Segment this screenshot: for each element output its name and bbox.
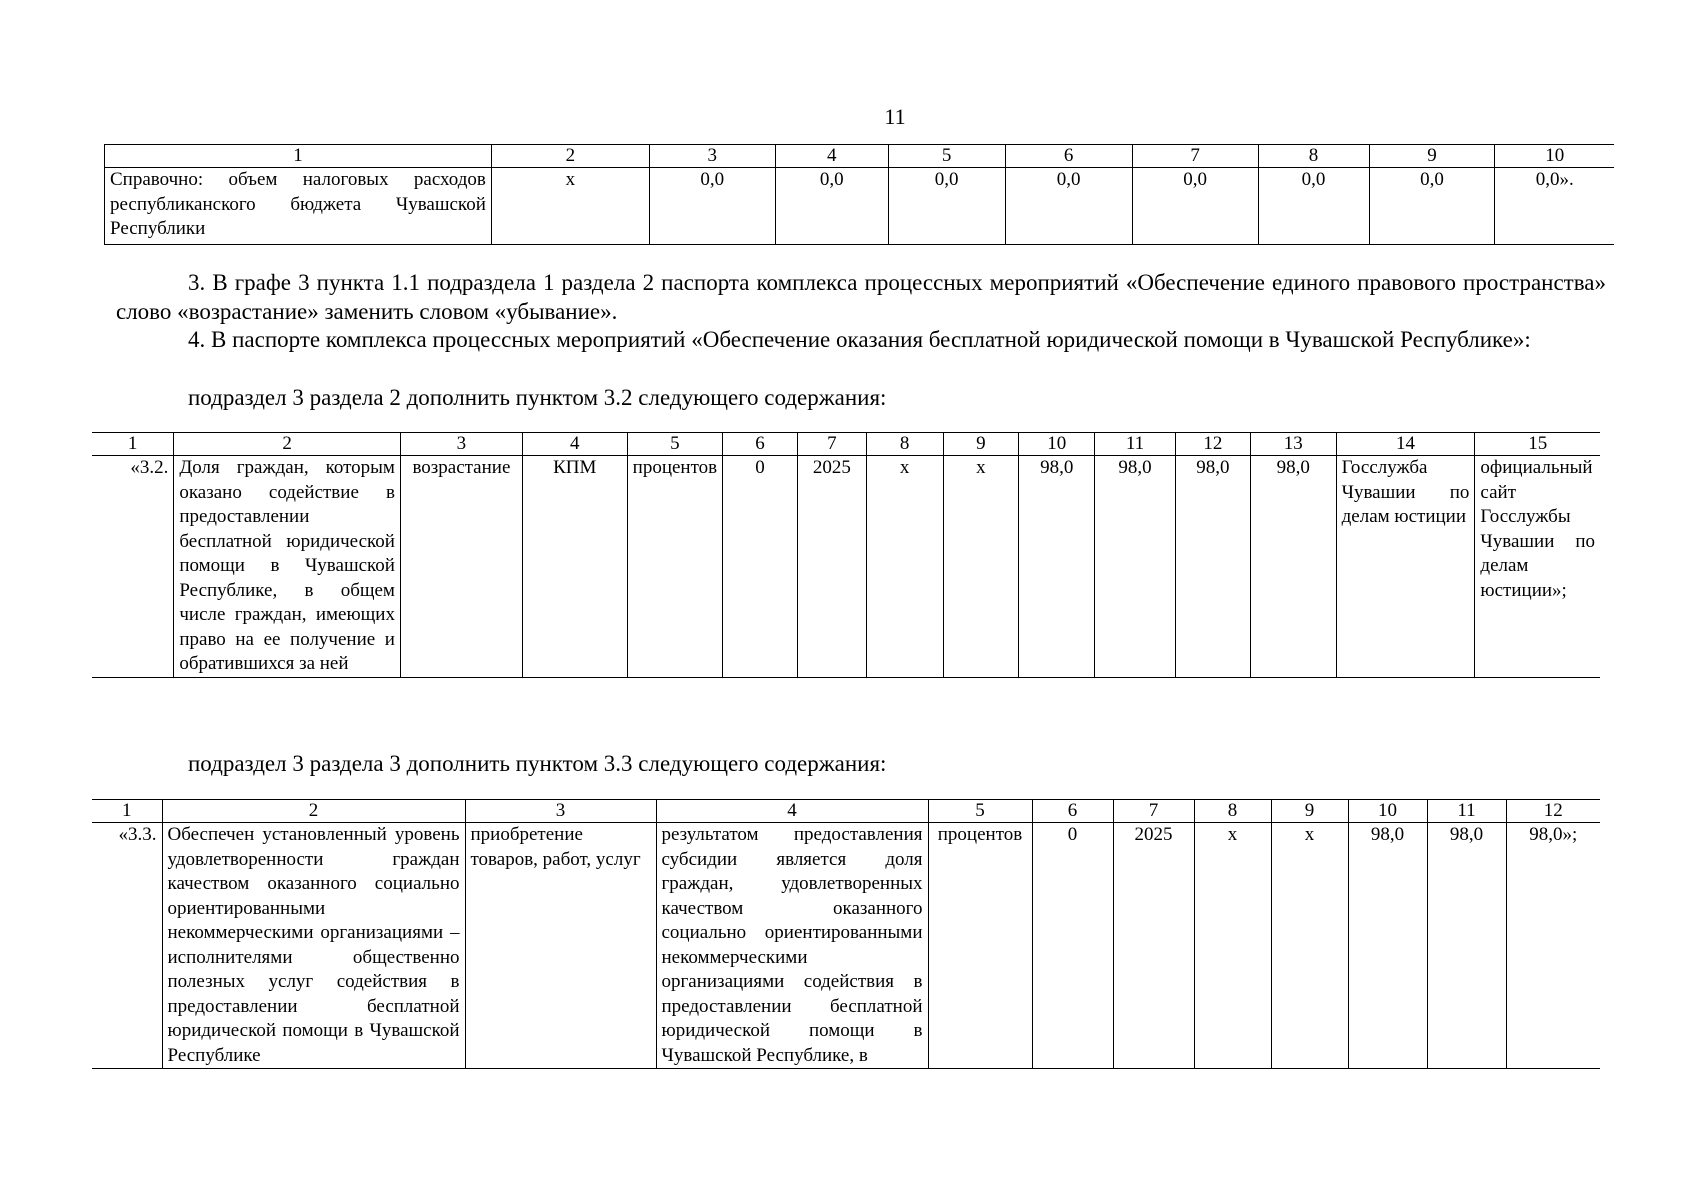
table-cell: 98,0 bbox=[1348, 823, 1427, 1069]
column-number: 12 bbox=[1506, 800, 1600, 823]
column-number: 2 bbox=[174, 433, 401, 456]
column-number: 11 bbox=[1427, 800, 1506, 823]
table-cell: 0 bbox=[723, 456, 798, 678]
table-cell: 98,0 bbox=[1019, 456, 1095, 678]
column-number: 1 bbox=[92, 433, 174, 456]
column-number: 13 bbox=[1250, 433, 1336, 456]
responsible-cell: Госслужба Чувашии по делам юстиции bbox=[1336, 456, 1475, 678]
table-cell: 0,0 bbox=[1132, 168, 1258, 245]
table-cell: 2025 bbox=[797, 456, 866, 678]
column-number: 4 bbox=[656, 800, 928, 823]
column-number: 9 bbox=[1369, 145, 1495, 168]
table-cell: 0,0 bbox=[1369, 168, 1495, 245]
table-cell: x bbox=[1194, 823, 1271, 1069]
paragraph-3: 3. В графе 3 пункта 1.1 подраздела 1 раздела 2 паспорта комплекса процессных мероприятий «Обеспечение единого правового пространства» слово «возрастание» заменить словом «убывание». bbox=[116, 270, 1606, 324]
row-label: Справочно: объем налоговых расходов республиканского бюджета Чувашской Республики bbox=[105, 168, 492, 245]
column-number: 10 bbox=[1348, 800, 1427, 823]
column-number: 12 bbox=[1175, 433, 1250, 456]
column-number: 3 bbox=[649, 145, 775, 168]
table-cell: 0 bbox=[1032, 823, 1113, 1069]
table-cell: 0,0 bbox=[1258, 168, 1369, 245]
table-header-row bbox=[105, 145, 1615, 168]
page-number: 11 bbox=[884, 104, 906, 129]
column-number: 8 bbox=[1258, 145, 1369, 168]
paragraph-4a: подраздел 3 раздела 2 дополнить пунктом 3.2 следующего содержания: bbox=[188, 385, 887, 410]
tax-expenses-table bbox=[104, 144, 1614, 245]
column-number: 6 bbox=[1005, 145, 1132, 168]
column-number: 1 bbox=[92, 800, 162, 823]
column-number: 7 bbox=[1132, 145, 1258, 168]
table-cell: 0,0 bbox=[775, 168, 888, 245]
source-cell: официальный сайт Госслужбы Чувашии по делам юстиции»; bbox=[1475, 456, 1600, 678]
unit-cell: процентов bbox=[928, 823, 1032, 1069]
table-cell: 98,0 bbox=[1095, 456, 1176, 678]
column-number: 4 bbox=[522, 433, 627, 456]
result-name: Обеспечен установленный уровень удовлетворенности граждан качеством оказанного социально ориентированными некоммерческими организациями – исполнителями общественно полезных услуг содействия в предоставлении бесплатной юридической помощи в Чувашской Республике bbox=[162, 823, 465, 1069]
column-number: 5 bbox=[888, 145, 1005, 168]
column-number: 1 bbox=[105, 145, 492, 168]
table-row bbox=[105, 168, 1615, 245]
column-number: 9 bbox=[1271, 800, 1348, 823]
unit-cell: процентов bbox=[627, 456, 722, 678]
column-number: 8 bbox=[1194, 800, 1271, 823]
column-number: 7 bbox=[1113, 800, 1194, 823]
result-description: результатом предоставления субсидии является доля граждан, удовлетворенных качеством оказанного социально ориентированными некоммерческими организациями содействия в предоставлении бесплатной юридической помощи в Чувашской Республике, в bbox=[656, 823, 928, 1069]
column-number: 8 bbox=[866, 433, 943, 456]
table-cell: x bbox=[943, 456, 1019, 678]
column-number: 2 bbox=[491, 145, 649, 168]
paragraph-4: 4. В паспорте комплекса процессных мероприятий «Обеспечение оказания бесплатной юридической помощи в Чувашской Республике»: bbox=[188, 327, 1531, 352]
table-cell: 0,0 bbox=[1005, 168, 1132, 245]
indicator-3-2-table bbox=[92, 432, 1600, 678]
table-cell: 98,0 bbox=[1427, 823, 1506, 1069]
table-cell: 2025 bbox=[1113, 823, 1194, 1069]
column-number: 3 bbox=[465, 800, 656, 823]
table-cell: x bbox=[866, 456, 943, 678]
table-cell: 98,0 bbox=[1250, 456, 1336, 678]
column-number: 11 bbox=[1095, 433, 1176, 456]
result-3-3-table bbox=[92, 799, 1600, 1069]
column-number: 2 bbox=[162, 800, 465, 823]
column-number: 10 bbox=[1019, 433, 1095, 456]
column-number: 6 bbox=[1032, 800, 1113, 823]
table-cell: 0,0 bbox=[649, 168, 775, 245]
column-number: 9 bbox=[943, 433, 1019, 456]
column-number: 3 bbox=[400, 433, 522, 456]
column-number: 5 bbox=[627, 433, 722, 456]
column-number: 7 bbox=[797, 433, 866, 456]
table-cell: 0,0 bbox=[888, 168, 1005, 245]
column-number: 4 bbox=[775, 145, 888, 168]
result-type: приобретение товаров, работ, услуг bbox=[465, 823, 656, 1069]
paragraph-4b: подраздел 3 раздела 3 дополнить пунктом 3.3 следующего содержания: bbox=[188, 751, 887, 776]
table-cell: x bbox=[1271, 823, 1348, 1069]
table-cell: 98,0 bbox=[1175, 456, 1250, 678]
column-number: 5 bbox=[928, 800, 1032, 823]
item-number: «3.2. bbox=[92, 456, 174, 678]
table-header-row bbox=[92, 800, 1600, 823]
table-cell: x bbox=[491, 168, 649, 245]
trend-cell: возрастание bbox=[400, 456, 522, 678]
table-cell: 98,0»; bbox=[1506, 823, 1600, 1069]
level-cell: КПМ bbox=[522, 456, 627, 678]
table-cell: 0,0». bbox=[1495, 168, 1614, 245]
item-number: «3.3. bbox=[92, 823, 162, 1069]
table-row bbox=[92, 823, 1600, 1069]
column-number: 10 bbox=[1495, 145, 1614, 168]
column-number: 6 bbox=[723, 433, 798, 456]
table-row bbox=[92, 456, 1600, 678]
column-number: 14 bbox=[1336, 433, 1475, 456]
indicator-name: Доля граждан, которым оказано содействие в предоставлении бесплатной юридической помощи в Чувашской Республике, в общем числе граждан, имеющих право на ее получение и обратившихся за ней bbox=[174, 456, 401, 678]
table-header-row bbox=[92, 433, 1600, 456]
column-number: 15 bbox=[1475, 433, 1600, 456]
